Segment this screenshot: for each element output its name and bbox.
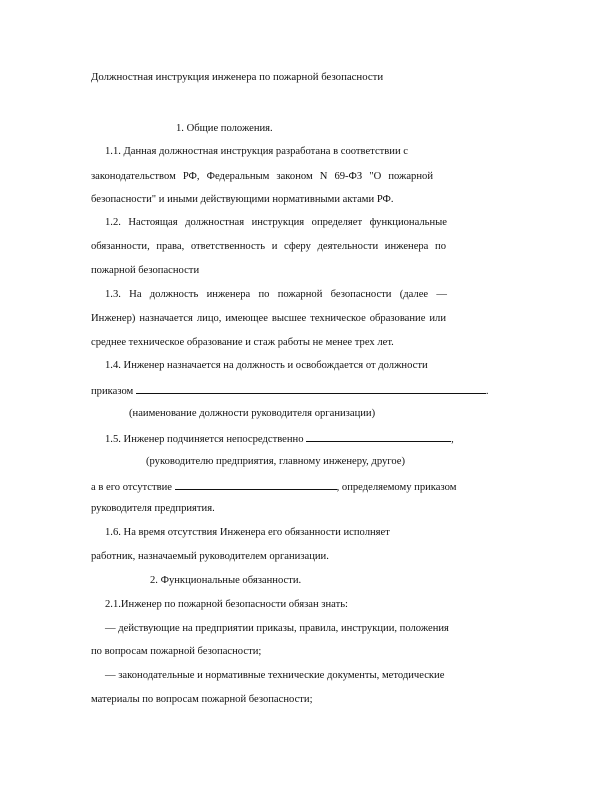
document-title: Должностная инструкция инженера по пожарной безопасности [91,71,384,83]
paragraph-2-1-item-2-line-2: материалы по вопросам пожарной безопасности; [91,694,313,705]
paragraph-2-1-item-1-line-2: по вопросам пожарной безопасности; [91,646,262,657]
signature-line-deputy [175,479,337,490]
paragraph-1-1-line-1: 1.1. Данная должностная инструкция разработана в соответствии с [105,146,408,157]
paragraph-1-1-line-3: безопасности" и иными действующими нормативными актами РФ. [91,194,394,205]
paragraph-2-1-line-1: 2.1.Инженер по пожарной безопасности обязан знать: [105,599,348,610]
order-suffix: . [485,386,489,397]
paragraph-1-5-line-1 [105,431,454,447]
subordination-prefix: 1.5. Инженер подчиняется непосредственно [105,434,304,445]
order-prefix: приказом [91,386,134,397]
paragraph-1-4-line-2 [91,383,489,399]
paragraph-1-2-line-3: пожарной безопасности [91,265,200,276]
subordination-suffix: , [451,434,454,445]
paragraph-1-5-line-2 [91,479,456,495]
signature-line-manager [136,383,486,394]
paragraph-1-3-line-3: среднее техническое образование и стаж работы не менее трех лет. [91,337,394,348]
paragraph-1-5-note: (руководителю предприятия, главному инженеру, другое) [146,456,406,467]
paragraph-1-3-line-2: Инженер) назначается лицо, имеющее высшее техническое образование или [91,313,446,324]
paragraph-1-2-line-2: обязанности, права, ответственность и сферу деятельности инженера по [91,241,446,252]
paragraph-1-3-line-1: 1.3. На должность инженера по пожарной безопасности (далее — [105,289,447,300]
paragraph-1-5-line-3: руководителя предприятия. [91,503,215,514]
section-1-heading: 1. Общие положения. [176,123,273,134]
paragraph-1-1-line-2: законодательством РФ, Федеральным законом N 69-ФЗ "О пожарной [91,171,433,182]
section-2-heading: 2. Функциональные обязанности. [150,575,302,586]
paragraph-1-4-line-1: 1.4. Инженер назначается на должность и освобождается от должности [105,360,428,371]
paragraph-1-6-line-1: 1.6. На время отсутствия Инженера его обязанности исполняет [105,527,390,538]
paragraph-1-2-line-1: 1.2. Настоящая должностная инструкция определяет функциональные [105,217,447,228]
paragraph-1-4-note: (наименование должности руководителя организации) [129,408,376,419]
absence-prefix: а в его отсутствие [91,482,172,493]
paragraph-2-1-item-1-line-1: — действующие на предприятии приказы, правила, инструкции, положения [105,623,449,634]
absence-suffix: , определяемому приказом [336,482,457,493]
signature-line-supervisor [306,431,451,442]
paragraph-2-1-item-2-line-1: — законодательные и нормативные технические документы, методические [105,670,445,681]
paragraph-1-6-line-2: работник, назначаемый руководителем организации. [91,551,329,562]
